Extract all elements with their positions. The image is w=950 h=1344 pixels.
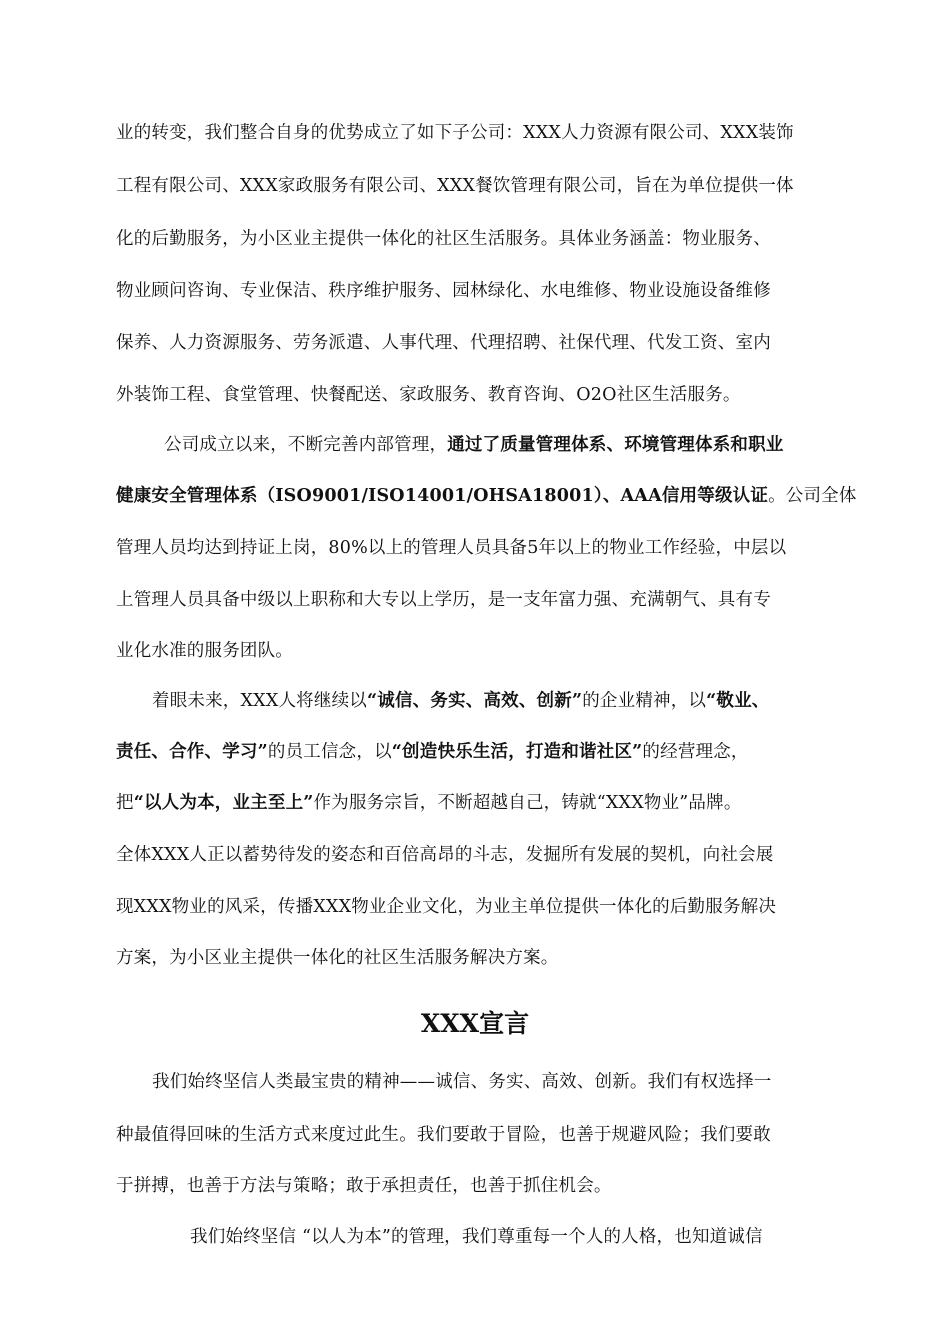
paragraph-line: 管理人员均达到持证上岗，80%以上的管理人员具备5年以上的物业工作经验，中层以 xyxy=(116,538,787,558)
paragraph-line xyxy=(164,430,836,460)
plain-text: 的经营理念， xyxy=(642,742,749,762)
paragraph-line: 物业顾问咨询、专业保洁、秩序维护服务、园林绿化、水电维修、物业设施设备维修 xyxy=(116,281,771,301)
plain-text: 把 xyxy=(116,793,134,813)
plain-text: 。公司全体 xyxy=(768,486,857,506)
plain-text: 作为服务宗旨，不断超越自己，铸就“XXX物业”品牌。 xyxy=(313,793,742,813)
bold-text: “诚信、务实、高效、创新” xyxy=(366,691,583,711)
section-heading: XXX宣言 xyxy=(420,1009,530,1038)
bold-text: 责任、合作、学习” xyxy=(116,742,268,762)
bold-text: 通过了质量管理体系、环境管理体系和职业 xyxy=(447,435,784,455)
paragraph-line xyxy=(116,481,857,511)
paragraph-line: 化的后勤服务，为小区业主提供一体化的社区生活服务。具体业务涵盖：物业服务、 xyxy=(116,229,771,249)
paragraph-line: 方案，为小区业主提供一体化的社区生活服务解决方案。 xyxy=(116,948,559,968)
paragraph-line xyxy=(152,686,836,716)
paragraph-line: 业化水准的服务团队。 xyxy=(116,641,293,661)
plain-text: 着眼未来，XXX人将继续以 xyxy=(152,691,367,711)
paragraph-line: 现XXX物业的风采，传播XXX物业企业文化，为业主单位提供一体化的后勤服务解决 xyxy=(116,897,777,917)
paragraph-line: 我们始终坚信 “以人为本”的管理，我们尊重每一个人的人格，也知道诚信 xyxy=(190,1227,763,1247)
paragraph-line xyxy=(116,737,836,767)
bold-text: 健康安全管理体系（ISO9001/ISO14001/OHSA18001）、AAA信用等级认证 xyxy=(116,486,769,506)
bold-text: “创造快乐生活，打造和谐社区” xyxy=(391,742,643,762)
bold-text: “敬业、 xyxy=(706,691,770,711)
paragraph-line: 工程有限公司、XXX家政服务有限公司、XXX餐饮管理有限公司，旨在为单位提供一体 xyxy=(116,176,794,196)
plain-text: 的员工信念，以 xyxy=(267,742,392,762)
paragraph-line: 我们始终坚信人类最宝贵的精神——诚信、务实、高效、创新。我们有权选择一 xyxy=(152,1072,772,1092)
paragraph-line: 于拼搏，也善于方法与策略；敢于承担责任，也善于抓住机会。 xyxy=(116,1176,612,1196)
paragraph-line: 保养、人力资源服务、劳务派遣、人事代理、代理招聘、社保代理、代发工资、室内 xyxy=(116,333,771,353)
paragraph-line: 种最值得回味的生活方式来度过此生。我们要敢于冒险，也善于规避风险；我们要敢 xyxy=(116,1125,771,1145)
plain-text: 的企业精神，以 xyxy=(582,691,707,711)
bold-text: “以人为本，业主至上” xyxy=(133,793,314,813)
plain-text: 公司成立以来，不断完善内部管理， xyxy=(164,435,448,455)
paragraph-line: 全体XXX人正以蓄势待发的姿态和百倍高昂的斗志，发掘所有发展的契机，向社会展 xyxy=(116,845,774,865)
paragraph-line: 业的转变，我们整合自身的优势成立了如下子公司：XXX人力资源有限公司、XXX装饰 xyxy=(116,123,794,143)
paragraph-line: 上管理人员具备中级以上职称和大专以上学历，是一支年富力强、充满朝气、具有专 xyxy=(116,590,771,610)
paragraph-line: 外装饰工程、食堂管理、快餐配送、家政服务、教育咨询、O2O社区生活服务。 xyxy=(116,385,741,405)
paragraph-line xyxy=(116,788,836,818)
